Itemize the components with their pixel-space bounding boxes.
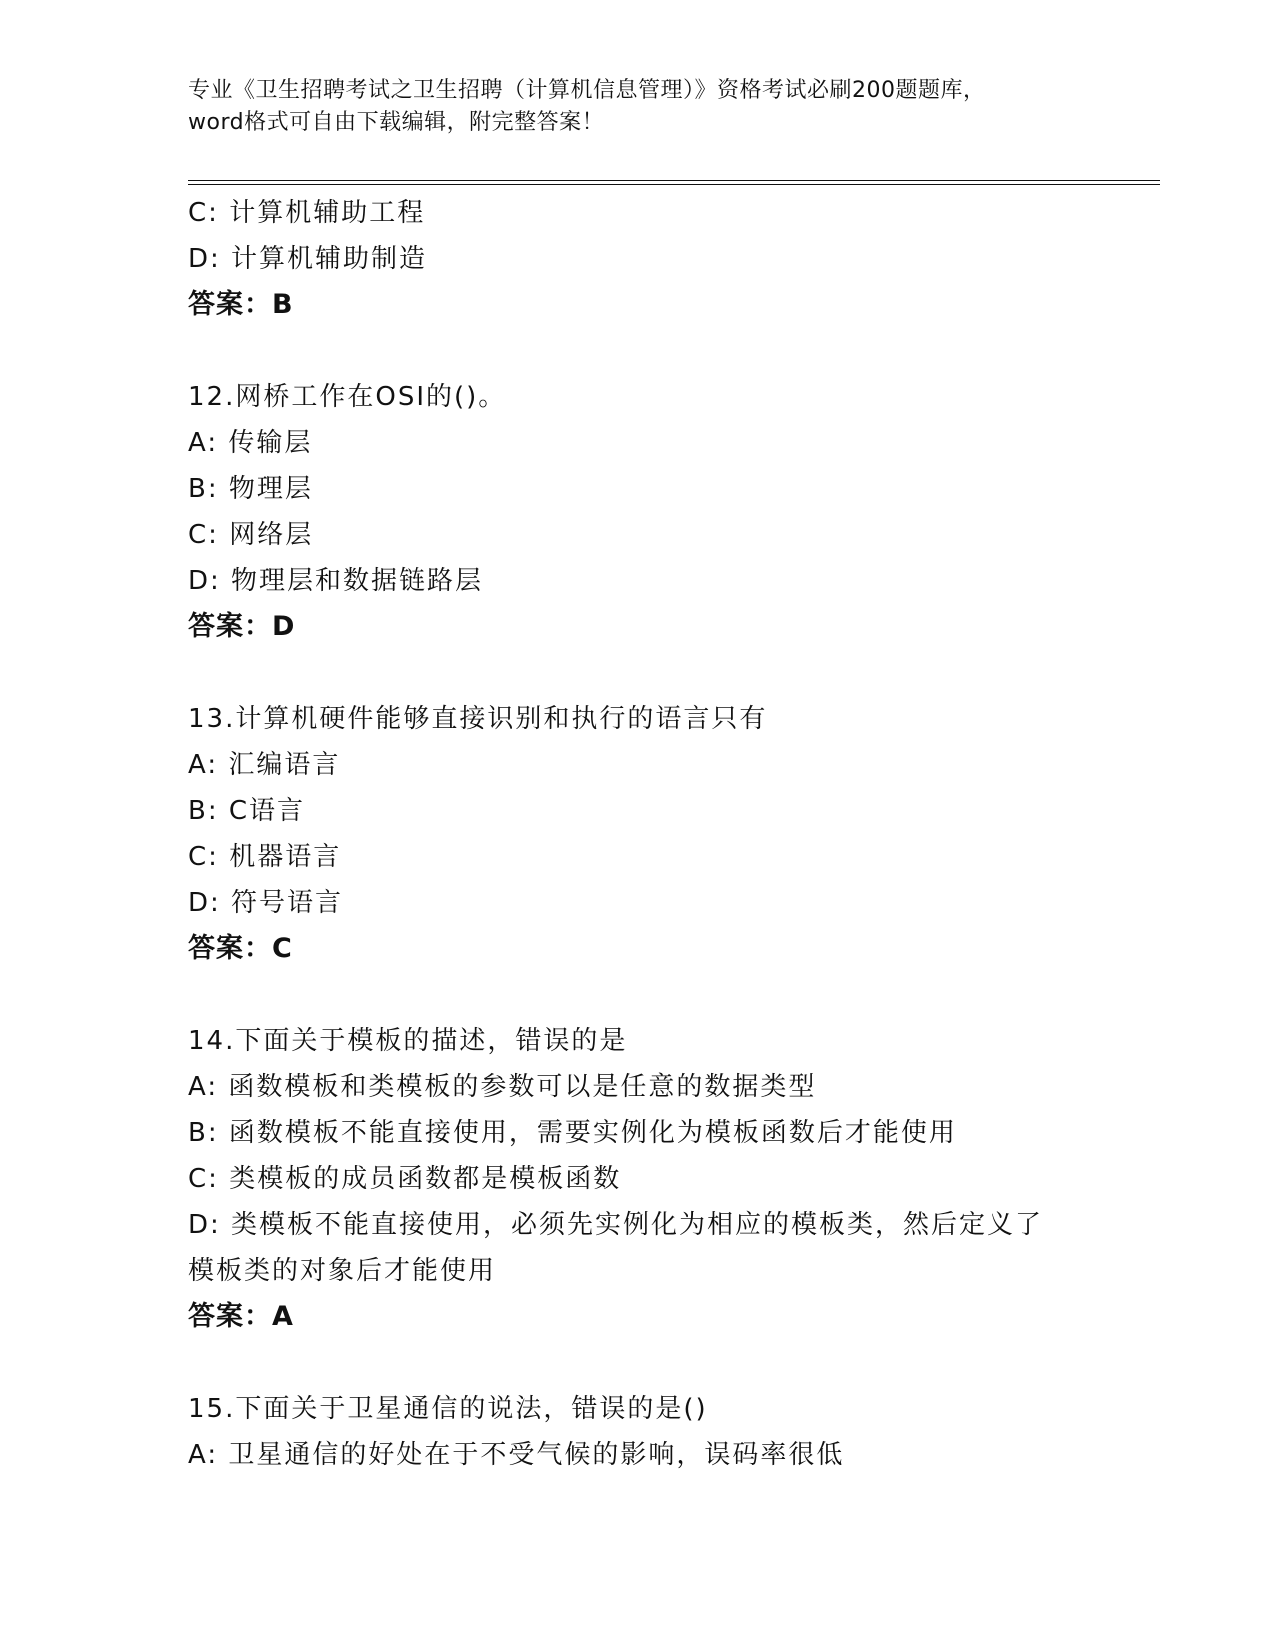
option-c xyxy=(188,190,1088,236)
option-text: 卫星通信的好处在于不受气候的影响，误码率很低 xyxy=(228,1440,845,1470)
option-d-continuation: 模板类的对象后才能使用 xyxy=(188,1256,497,1286)
spacer xyxy=(188,1340,1088,1386)
option-d xyxy=(188,236,1088,282)
option-text: 汇编语言 xyxy=(228,750,341,780)
option-label: A: xyxy=(188,428,219,458)
question-list xyxy=(188,190,1088,1478)
answer-line: 答案：B xyxy=(188,289,294,320)
question-continued xyxy=(188,190,1088,328)
question-stem xyxy=(188,1386,1088,1432)
option-a xyxy=(188,1432,1088,1478)
option-text: C语言 xyxy=(228,796,306,826)
question-14 xyxy=(188,1018,1088,1340)
option-text: 函数模板不能直接使用，需要实例化为模板函数后才能使用 xyxy=(228,1118,957,1148)
question-stem xyxy=(188,696,1088,742)
option-d xyxy=(188,880,1088,926)
answer-line: 答案：D xyxy=(188,611,296,642)
question-13 xyxy=(188,696,1088,972)
option-b xyxy=(188,788,1088,834)
question-text: 下面关于模板的描述，错误的是 xyxy=(235,1026,628,1056)
header-divider-top xyxy=(188,180,1160,181)
option-a xyxy=(188,742,1088,788)
question-number: 12. xyxy=(188,382,236,412)
option-label: B: xyxy=(188,1118,219,1148)
option-text: 网络层 xyxy=(229,520,314,550)
header-divider-bottom xyxy=(188,184,1160,185)
option-text: 计算机辅助制造 xyxy=(231,244,428,274)
option-label: B: xyxy=(188,474,219,504)
option-text: 传输层 xyxy=(228,428,313,458)
question-15 xyxy=(188,1386,1088,1478)
option-label: A: xyxy=(188,1072,219,1102)
option-label: A: xyxy=(188,1440,219,1470)
question-stem xyxy=(188,374,1088,420)
option-label: A: xyxy=(188,750,219,780)
option-label: C: xyxy=(188,842,219,872)
option-label: D: xyxy=(188,244,221,274)
question-text: 下面关于卫星通信的说法，错误的是() xyxy=(235,1394,708,1424)
question-stem xyxy=(188,1018,1088,1064)
question-number: 14. xyxy=(188,1026,236,1056)
question-12 xyxy=(188,374,1088,650)
question-text: 计算机硬件能够直接识别和执行的语言只有 xyxy=(235,704,768,734)
option-text: 机器语言 xyxy=(229,842,342,872)
option-text: 函数模板和类模板的参数可以是任意的数据类型 xyxy=(228,1072,817,1102)
question-text: 网桥工作在OSI的()。 xyxy=(235,382,507,412)
option-b xyxy=(188,466,1088,512)
answer-line: 答案：C xyxy=(188,933,293,964)
answer-line: 答案：A xyxy=(188,1301,294,1332)
option-text: 物理层 xyxy=(228,474,313,504)
option-label: C: xyxy=(188,1164,219,1194)
option-b xyxy=(188,1110,1088,1156)
option-c xyxy=(188,834,1088,880)
option-a xyxy=(188,420,1088,466)
option-text: 符号语言 xyxy=(231,888,344,918)
option-d xyxy=(188,558,1088,604)
option-text: 类模板的成员函数都是模板函数 xyxy=(229,1164,622,1194)
option-label: C: xyxy=(188,198,219,228)
header-title-line-2: word格式可自由下载编辑，附完整答案！ xyxy=(188,110,605,135)
document-header xyxy=(188,75,1088,139)
option-label: B: xyxy=(188,796,219,826)
spacer xyxy=(188,972,1088,1018)
spacer xyxy=(188,650,1088,696)
option-label: D: xyxy=(188,888,221,918)
question-number: 13. xyxy=(188,704,236,734)
option-label: D: xyxy=(188,566,221,596)
header-title-line-1: 专业《卫生招聘考试之卫生招聘（计算机信息管理）》资格考试必刷200题题库， xyxy=(188,78,986,103)
spacer xyxy=(188,328,1088,374)
option-text: 物理层和数据链路层 xyxy=(231,566,484,596)
option-text: 类模板不能直接使用，必须先实例化为相应的模板类，然后定义了 xyxy=(231,1210,1044,1240)
option-d xyxy=(188,1202,1088,1248)
option-label: C: xyxy=(188,520,219,550)
option-a xyxy=(188,1064,1088,1110)
option-label: D: xyxy=(188,1210,221,1240)
option-text: 计算机辅助工程 xyxy=(229,198,426,228)
question-number: 15. xyxy=(188,1394,236,1424)
option-c xyxy=(188,512,1088,558)
option-c xyxy=(188,1156,1088,1202)
